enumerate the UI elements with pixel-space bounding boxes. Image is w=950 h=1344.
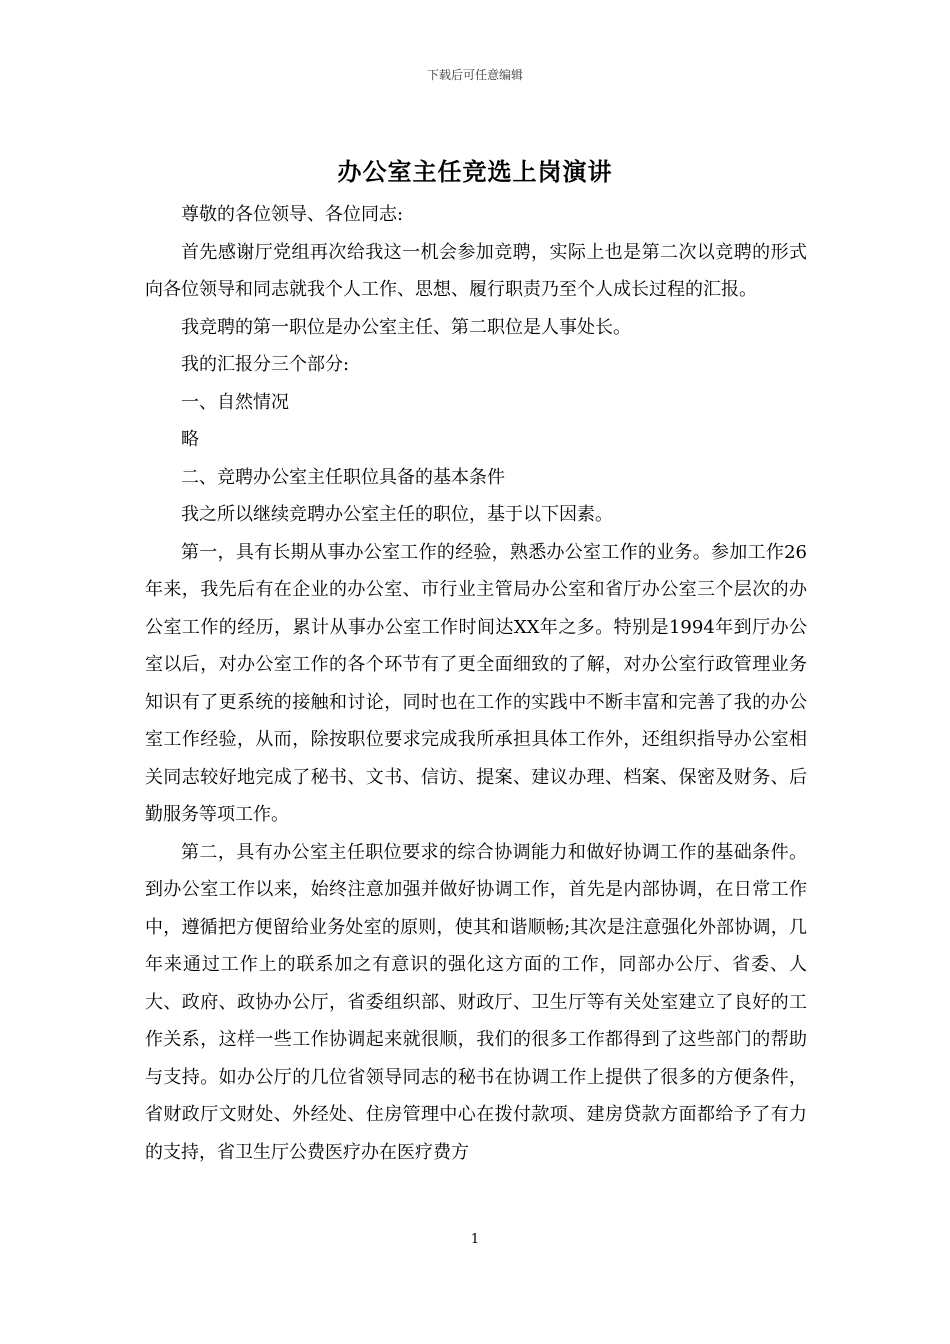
paragraph-reason-first: 第一，具有长期从事办公室工作的经验，熟悉办公室工作的业务。参加工作26年来，我先后有在企业的办公室、市行业主管局办公室和省厅办公室三个层次的办公室工作的经历，累计从事办公室工作时间达XX年之多。特别是1994年到厅办公室以后，对办公室工作的各个环节有了更全面细致的了解，对办公室行政管理业务知识有了更系统的接触和讨论，同时也在工作的实践中不断丰富和完善了我的办公室工作经验，从而，除按职位要求完成我所承担具体工作外，还组织指导办公室相关同志较好地完成了秘书、文书、信访、提案、建议办理、档案、保密及财务、后勤服务等项工作。 — [145, 541, 807, 825]
paragraph-omitted: 略 — [181, 429, 199, 450]
document-body — [145, 196, 807, 1171]
document-title: 办公室主任竞选上岗演讲 — [337, 157, 613, 186]
page-number: 1 — [470, 1232, 480, 1247]
paragraph-salutation: 尊敬的各位领导、各位同志: — [181, 204, 404, 225]
paragraph-outline: 我的汇报分三个部分: — [181, 354, 350, 375]
section-heading-2: 二、竞聘办公室主任职位具备的基本条件 — [181, 466, 505, 488]
paragraph-positions: 我竞聘的第一职位是办公室主任、第二职位是人事处长。 — [181, 316, 631, 338]
paragraph-reason-second: 第二，具有办公室主任职位要求的综合协调能力和做好协调工作的基础条件。到办公室工作以来，始终注意加强并做好协调工作，首先是内部协调，在日常工作中，遵循把方便留给业务处室的原则，使其和谐顺畅;其次是注意强化外部协调，几年来通过工作上的联系加之有意识的强化这方面的工作，同部办公厅、省委、人大、政府、政协办公厅，省委组织部、财政厅、卫生厅等有关处室建立了良好的工作关系，这样一些工作协调起来就很顺，我们的很多工作都得到了这些部门的帮助与支持。如办公厅的几位省领导同志的秘书在协调工作上提供了很多的方便条件，省财政厅文财处、外经处、住房管理中心在拨付款项、建房贷款方面都给予了有力的支持，省卫生厅公费医疗办在医疗费方 — [145, 841, 807, 1163]
section-heading-1: 一、自然情况 — [181, 391, 289, 413]
page-header-note: 下载后可任意编辑 — [426, 68, 523, 82]
paragraph-reasons-intro: 我之所以继续竞聘办公室主任的职位，基于以下因素。 — [181, 504, 613, 525]
paragraph-opening: 首先感谢厅党组再次给我这一机会参加竞聘，实际上也是第二次以竞聘的形式向各位领导和同志就我个人工作、思想、履行职责乃至个人成长过程的汇报。 — [145, 241, 807, 300]
